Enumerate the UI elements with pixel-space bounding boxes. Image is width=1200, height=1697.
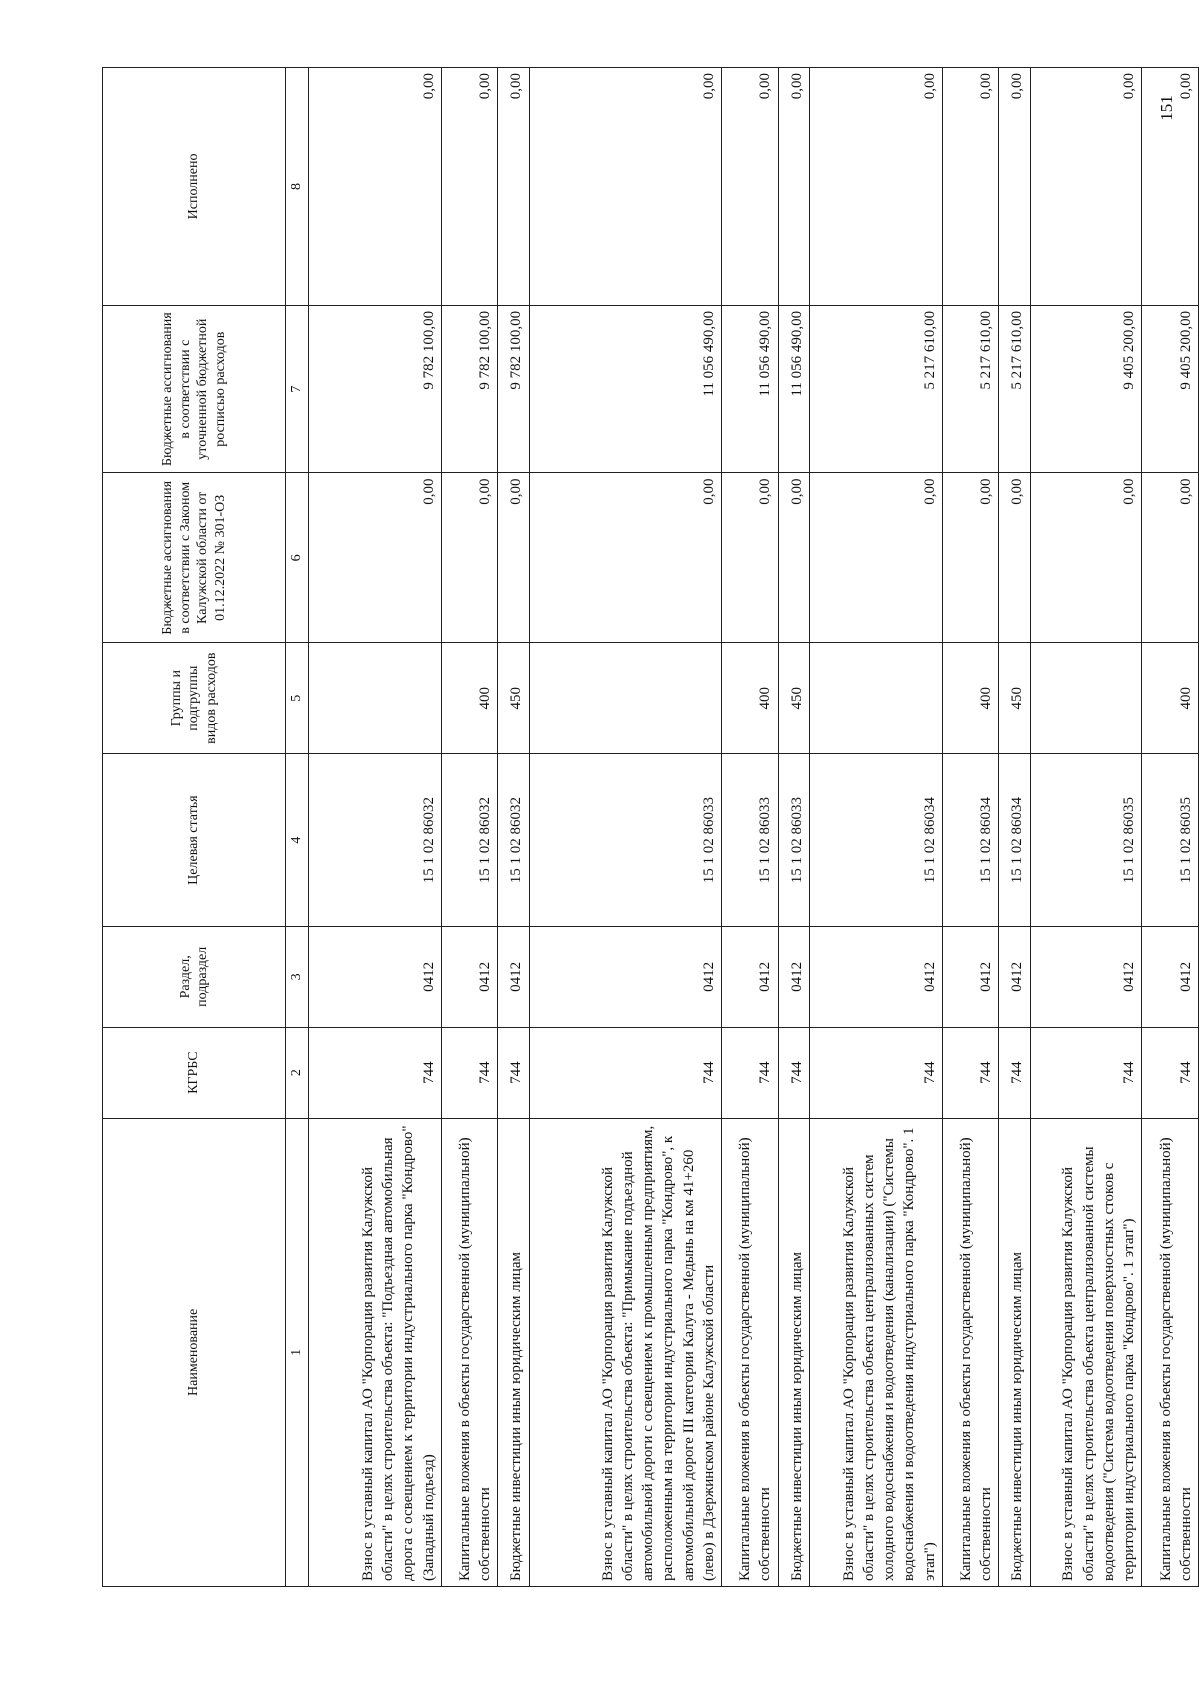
cell-zakon: 0,00 [529, 473, 721, 643]
cell-zakon: 0,00 [309, 473, 442, 643]
cell-ispolneno: 0,00 [722, 68, 778, 306]
cell-celevaya: 15 1 02 86034 [809, 754, 942, 927]
cell-name: Капитальные вложения в объекты государственной (муниципальной) собственности [1142, 1118, 1199, 1586]
table-row [1142, 68, 1199, 1587]
table-row [498, 68, 529, 1587]
cell-zakon: 0,00 [1142, 473, 1199, 643]
header-ispolneno: Исполнено [103, 68, 286, 306]
header-zakon: Бюджетные ассигнования в соответствии с Законом Калужской области от 01.12.2022 № 301-ОЗ [103, 473, 286, 643]
cell-celevaya: 15 1 02 86032 [441, 754, 497, 927]
cell-razdel: 0412 [309, 927, 442, 1028]
cell-celevaya: 15 1 02 86033 [529, 754, 721, 927]
cell-name: Бюджетные инвестиции иным юридическим лицам [999, 1118, 1030, 1586]
cell-kgrbs: 744 [1030, 1027, 1142, 1118]
column-number: 3 [286, 927, 309, 1028]
cell-razdel: 0412 [722, 927, 778, 1028]
cell-zakon: 0,00 [809, 473, 942, 643]
cell-ispolneno: 0,00 [999, 68, 1030, 306]
cell-utoch: 9 782 100,00 [498, 305, 529, 473]
cell-ispolneno: 0,00 [942, 68, 998, 306]
cell-zakon: 0,00 [942, 473, 998, 643]
budget-table [102, 67, 1199, 1587]
cell-kgrbs: 744 [999, 1027, 1030, 1118]
cell-zakon: 0,00 [441, 473, 497, 643]
cell-celevaya: 15 1 02 86035 [1142, 754, 1199, 927]
header-name: Наименование [103, 1118, 286, 1586]
cell-ispolneno: 0,00 [309, 68, 442, 306]
cell-zakon: 0,00 [1030, 473, 1142, 643]
cell-name: Бюджетные инвестиции иным юридическим лицам [778, 1118, 809, 1586]
cell-zakon: 0,00 [722, 473, 778, 643]
cell-razdel: 0412 [1030, 927, 1142, 1028]
cell-name: Капитальные вложения в объекты государственной (муниципальной) собственности [942, 1118, 998, 1586]
cell-utoch: 9 782 100,00 [309, 305, 442, 473]
table-row [441, 68, 497, 1587]
table-row [778, 68, 809, 1587]
column-number: 7 [286, 305, 309, 473]
cell-name: Взнос в уставный капитал АО "Корпорация развития Калужской области" в целях строительства объекта: "Примыкание подъездной автомобильной дороги с освещением к промышленным предприятиям, расположенным на территории индустриального парка "Кондрово", к автомобильной дороге III категории Калуга - Медынь на км 41+260 (лево) в Дзержинском районе Калужской области [529, 1118, 721, 1586]
cell-kgrbs: 744 [942, 1027, 998, 1118]
header-razdel: Раздел, подраздел [103, 927, 286, 1028]
cell-razdel: 0412 [498, 927, 529, 1028]
cell-kgrbs: 744 [1142, 1027, 1199, 1118]
cell-kgrbs: 744 [778, 1027, 809, 1118]
cell-gruppa: 450 [778, 643, 809, 754]
cell-razdel: 0412 [441, 927, 497, 1028]
header-row [103, 68, 286, 1587]
cell-utoch: 9 405 200,00 [1142, 305, 1199, 473]
cell-celevaya: 15 1 02 86034 [999, 754, 1030, 927]
table-row [942, 68, 998, 1587]
column-number-row [286, 68, 309, 1587]
cell-celevaya: 15 1 02 86032 [498, 754, 529, 927]
cell-utoch: 5 217 610,00 [942, 305, 998, 473]
column-number: 2 [286, 1027, 309, 1118]
cell-celevaya: 15 1 02 86033 [722, 754, 778, 927]
cell-celevaya: 15 1 02 86034 [942, 754, 998, 927]
cell-ispolneno: 0,00 [498, 68, 529, 306]
cell-razdel: 0412 [1142, 927, 1199, 1028]
cell-name: Взнос в уставный капитал АО "Корпорация развития Калужской области" в целях строительства объекта централизованных систем холодного водоснабжения и водоотведения (канализации) ("Системы водоснабжения и водоотведения индустриального парка "Кондрово". 1 этап") [809, 1118, 942, 1586]
table-body [309, 68, 1199, 1587]
column-number: 8 [286, 68, 309, 306]
column-number: 1 [286, 1118, 309, 1586]
cell-celevaya: 15 1 02 86035 [1030, 754, 1142, 927]
table-rotation-wrapper [102, 67, 1199, 1581]
cell-gruppa: 400 [441, 643, 497, 754]
table-row [722, 68, 778, 1587]
table-frame [102, 67, 1199, 1587]
cell-ispolneno: 0,00 [441, 68, 497, 306]
cell-zakon: 0,00 [778, 473, 809, 643]
cell-utoch: 11 056 490,00 [722, 305, 778, 473]
header-gruppy: Группы и подгруппы видов расходов [103, 643, 286, 754]
column-number: 4 [286, 754, 309, 927]
cell-utoch: 5 217 610,00 [809, 305, 942, 473]
cell-utoch: 11 056 490,00 [529, 305, 721, 473]
cell-razdel: 0412 [778, 927, 809, 1028]
cell-gruppa: 450 [999, 643, 1030, 754]
cell-kgrbs: 744 [498, 1027, 529, 1118]
cell-name: Взнос в уставный капитал АО "Корпорация развития Калужской области" в целях строительства объекта: "Подъездная автомобильная дорога с освещением к территории индустриального парка "Кондрово" (Западный подъезд) [309, 1118, 442, 1586]
cell-gruppa: 400 [722, 643, 778, 754]
table-row [999, 68, 1030, 1587]
header-kgrbs: КГРБС [103, 1027, 286, 1118]
table-row [1030, 68, 1142, 1587]
cell-gruppa [809, 643, 942, 754]
cell-razdel: 0412 [809, 927, 942, 1028]
cell-ispolneno: 0,00 [778, 68, 809, 306]
cell-celevaya: 15 1 02 86033 [778, 754, 809, 927]
cell-name: Бюджетные инвестиции иным юридическим лицам [498, 1118, 529, 1586]
cell-utoch: 5 217 610,00 [999, 305, 1030, 473]
cell-kgrbs: 744 [309, 1027, 442, 1118]
header-celevaya: Целевая статья [103, 754, 286, 927]
cell-utoch: 9 782 100,00 [441, 305, 497, 473]
cell-gruppa: 400 [1142, 643, 1199, 754]
cell-ispolneno: 0,00 [529, 68, 721, 306]
cell-kgrbs: 744 [809, 1027, 942, 1118]
cell-celevaya: 15 1 02 86032 [309, 754, 442, 927]
cell-gruppa: 400 [942, 643, 998, 754]
cell-gruppa: 450 [498, 643, 529, 754]
cell-kgrbs: 744 [529, 1027, 721, 1118]
cell-name: Взнос в уставный капитал АО "Корпорация развития Калужской области" в целях строительства объекта централизованной системы водоотведения ("Система водоотведения поверхностных стоков с территории индустриального парка "Кондрово". 1 этап") [1030, 1118, 1142, 1586]
cell-gruppa [309, 643, 442, 754]
table-row [809, 68, 942, 1587]
cell-razdel: 0412 [942, 927, 998, 1028]
header-utochnennaya: Бюджетные ассигнования в соответствии с уточненной бюджетной росписью расходов [103, 305, 286, 473]
cell-name: Капитальные вложения в объекты государственной (муниципальной) собственности [722, 1118, 778, 1586]
page-number: 151 [1157, 95, 1176, 121]
cell-name: Капитальные вложения в объекты государственной (муниципальной) собственности [441, 1118, 497, 1586]
cell-gruppa [529, 643, 721, 754]
cell-ispolneno: 0,00 [1030, 68, 1142, 306]
cell-ispolneno: 0,00 [809, 68, 942, 306]
cell-razdel: 0412 [999, 927, 1030, 1028]
cell-zakon: 0,00 [498, 473, 529, 643]
cell-utoch: 9 405 200,00 [1030, 305, 1142, 473]
cell-zakon: 0,00 [999, 473, 1030, 643]
cell-ispolneno: 0,00 [1142, 68, 1199, 306]
cell-utoch: 11 056 490,00 [778, 305, 809, 473]
cell-gruppa [1030, 643, 1142, 754]
cell-kgrbs: 744 [441, 1027, 497, 1118]
column-number: 5 [286, 643, 309, 754]
table-row [309, 68, 442, 1587]
cell-kgrbs: 744 [722, 1027, 778, 1118]
cell-razdel: 0412 [529, 927, 721, 1028]
table-row [529, 68, 721, 1587]
column-number: 6 [286, 473, 309, 643]
